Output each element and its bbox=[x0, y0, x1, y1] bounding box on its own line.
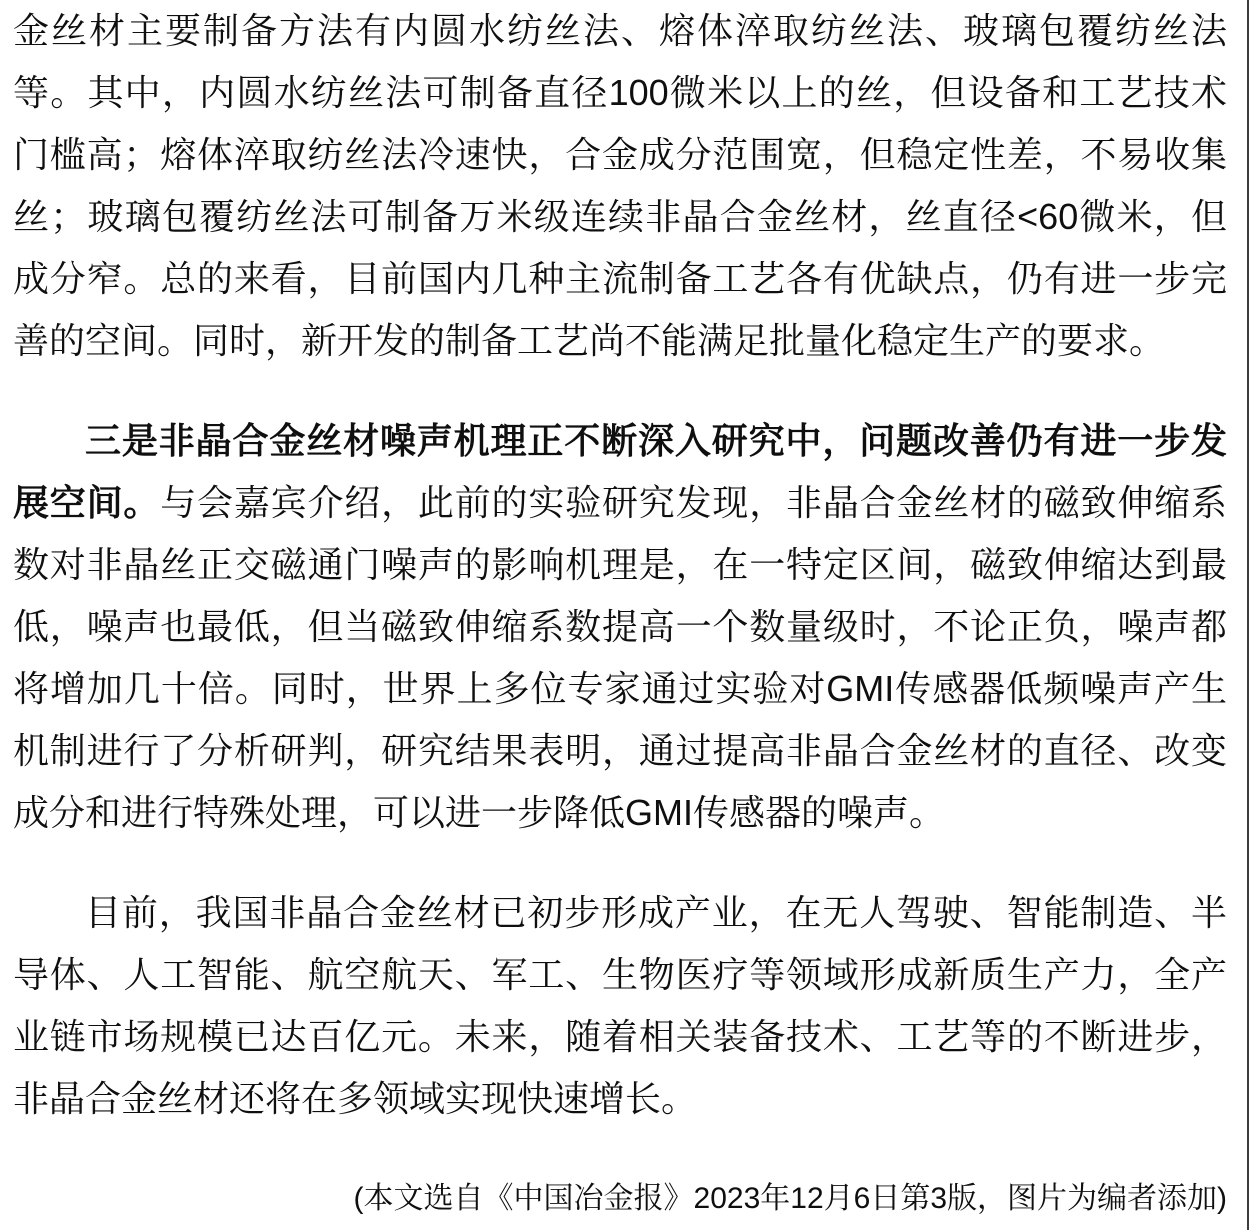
text-line bbox=[13, 596, 1227, 658]
text-run: 业链市场规模已达百亿元。未来，随着相关装备技术、工艺等的不断进步， bbox=[13, 1016, 1227, 1057]
text-line bbox=[13, 248, 1227, 310]
text-line bbox=[13, 1068, 1227, 1130]
text-run: (本文选自《中国冶金报》2023年12月6日第3版，图片为编者添加) bbox=[353, 1182, 1227, 1215]
text-line bbox=[13, 62, 1227, 124]
text-line bbox=[13, 944, 1227, 1006]
text-run: 成分和进行特殊处理，可以进一步降低GMI传感器的噪声。 bbox=[13, 792, 945, 833]
text-run: 数对非晶丝正交磁通门噪声的影响机理是，在一特定区间，磁致伸缩达到最 bbox=[13, 544, 1227, 585]
text-run: 金丝材主要制备方法有内圆水纺丝法、熔体淬取纺丝法、玻璃包覆纺丝法 bbox=[13, 10, 1227, 51]
text-run: 成分窄。总的来看，目前国内几种主流制备工艺各有优缺点，仍有进一步完 bbox=[13, 258, 1227, 299]
text-line bbox=[13, 310, 1227, 372]
text-line bbox=[13, 472, 1227, 534]
text-run: 目前，我国非晶合金丝材已初步形成产业，在无人驾驶、智能制造、半 bbox=[85, 892, 1227, 933]
text-line bbox=[13, 186, 1227, 248]
text-line bbox=[13, 0, 1227, 62]
bold-run: 三是非晶合金丝材噪声机理正不断深入研究中，问题改善仍有进一步发 bbox=[85, 420, 1227, 461]
text-run: 导体、人工智能、航空航天、军工、生物医疗等领域形成新质生产力，全产 bbox=[13, 954, 1227, 995]
text-line bbox=[13, 658, 1227, 720]
paragraph-2 bbox=[13, 410, 1227, 844]
text-line bbox=[13, 124, 1227, 186]
text-run: 善的空间。同时，新开发的制备工艺尚不能满足批量化稳定生产的要求。 bbox=[13, 320, 1166, 361]
text-line bbox=[13, 1006, 1227, 1068]
text-run: 门槛高；熔体淬取纺丝法冷速快，合金成分范围宽，但稳定性差，不易收集 bbox=[13, 134, 1227, 175]
text-line bbox=[13, 882, 1227, 944]
text-run: 机制进行了分析研判，研究结果表明，通过提高非晶合金丝材的直径、改变 bbox=[13, 730, 1227, 771]
article-body bbox=[13, 0, 1227, 1230]
text-run: 低，噪声也最低，但当磁致伸缩系数提高一个数量级时，不论正负，噪声都 bbox=[13, 606, 1227, 647]
page-border-line bbox=[1247, 0, 1249, 1230]
paragraph-1 bbox=[13, 0, 1227, 372]
text-run: 与会嘉宾介绍，此前的实验研究发现，非晶合金丝材的磁致伸缩系 bbox=[160, 482, 1227, 523]
text-line bbox=[13, 534, 1227, 596]
text-run: 将增加几十倍。同时，世界上多位专家通过实验对GMI传感器低频噪声产生 bbox=[13, 668, 1227, 709]
attribution-line bbox=[13, 1168, 1227, 1230]
text-run: 丝；玻璃包覆纺丝法可制备万米级连续非晶合金丝材，丝直径<60微米，但 bbox=[13, 196, 1227, 237]
paragraph-3 bbox=[13, 882, 1227, 1130]
text-line bbox=[13, 782, 1227, 844]
text-run: 等。其中，内圆水纺丝法可制备直径100微米以上的丝，但设备和工艺技术 bbox=[13, 72, 1227, 113]
text-line bbox=[13, 720, 1227, 782]
text-run: 非晶合金丝材还将在多领域实现快速增长。 bbox=[13, 1078, 698, 1119]
bold-run: 展空间。 bbox=[13, 482, 161, 523]
text-line bbox=[13, 410, 1227, 472]
